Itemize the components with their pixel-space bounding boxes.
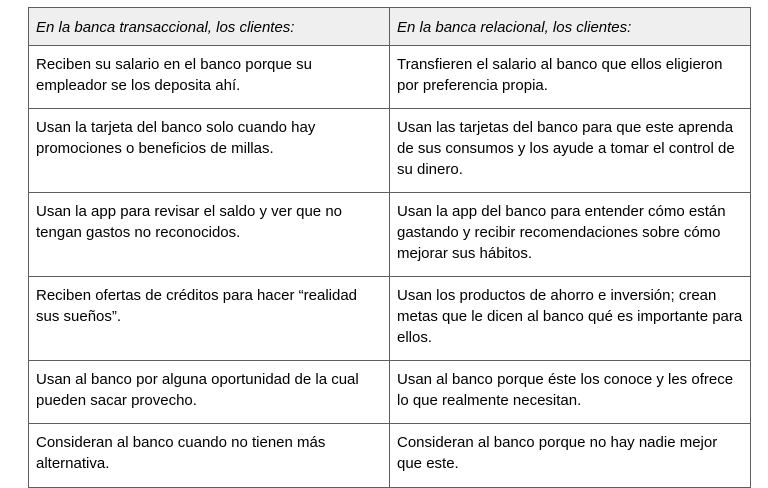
cell-relational: Usan la app del banco para entender cómo están gastando y recibir recomendaciones sobre cómo mejorar sus hábitos. xyxy=(390,193,751,277)
table-header-row xyxy=(29,8,751,46)
cell-relational: Usan al banco porque éste los conoce y les ofrece lo que realmente necesitan. xyxy=(390,361,751,424)
cell-transactional: Reciben ofertas de créditos para hacer “realidad sus sueños”. xyxy=(29,277,390,361)
cell-transactional: Usan al banco por alguna oportunidad de la cual pueden sacar provecho. xyxy=(29,361,390,424)
comparison-table xyxy=(28,7,751,488)
header-relational-banking: En la banca relacional, los clientes: xyxy=(390,8,751,46)
table-row xyxy=(29,361,751,424)
table-row xyxy=(29,193,751,277)
cell-transactional: Consideran al banco cuando no tienen más alternativa. xyxy=(29,424,390,488)
table-row xyxy=(29,46,751,109)
comparison-table-container xyxy=(28,7,750,488)
table-row xyxy=(29,424,751,488)
table-row xyxy=(29,277,751,361)
table-row xyxy=(29,109,751,193)
cell-transactional: Usan la tarjeta del banco solo cuando hay promociones o beneficios de millas. xyxy=(29,109,390,193)
header-transactional-banking: En la banca transaccional, los clientes: xyxy=(29,8,390,46)
cell-relational: Usan las tarjetas del banco para que este aprenda de sus consumos y los ayude a tomar el control de su dinero. xyxy=(390,109,751,193)
cell-transactional: Reciben su salario en el banco porque su empleador se los deposita ahí. xyxy=(29,46,390,109)
cell-transactional: Usan la app para revisar el saldo y ver que no tengan gastos no reconocidos. xyxy=(29,193,390,277)
cell-relational: Consideran al banco porque no hay nadie mejor que este. xyxy=(390,424,751,488)
cell-relational: Transfieren el salario al banco que ellos eligieron por preferencia propia. xyxy=(390,46,751,109)
cell-relational: Usan los productos de ahorro e inversión; crean metas que le dicen al banco qué es importante para ellos. xyxy=(390,277,751,361)
